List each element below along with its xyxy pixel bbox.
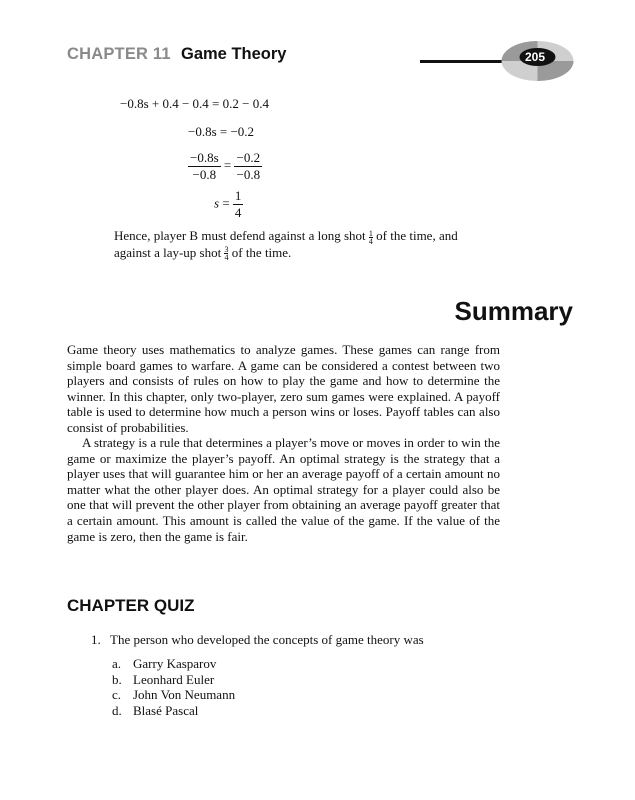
option-letter: b. [112,672,122,687]
conclusion-part4: of the time. [231,244,292,260]
eq3-right-den: −0.8 [236,167,261,182]
frac1-den: 4 [368,236,373,246]
eq4-fraction [233,188,244,221]
eq2-rhs: = −0.2 [219,124,255,139]
summary-paragraph-1: Game theory uses mathematics to analyze games. These games can range from simple board games to warfare. A game can be considered a contest between two players and consists of rules on how to play the game and how to determine the winner. In this chapter, only two-player, zero sum games were explained. A payoff table is used to determine how much a person wins or loses. Payoff tables can also consist of probabilities. [67,342,500,435]
question-text: The person who developed the concepts of game theory was [110,632,424,647]
conclusion-fraction-1 [369,230,373,245]
eq4-equals: = [222,195,230,211]
frac1-num: 1 [368,228,373,238]
eq3-right-num: −0.2 [236,150,261,165]
conclusion-part1: Hence, player B must defend against a long shot [114,228,366,243]
eq4-num: 1 [234,188,242,203]
option-text: Garry Kasparov [133,656,217,671]
equation-line-3 [188,150,262,183]
answer-options [0,656,635,726]
chapter-label: CHAPTER 11 [67,45,171,63]
frac2-num: 3 [224,245,229,255]
option-text: Blasé Pascal [133,703,199,718]
question-number: 1. [91,632,101,647]
eq3-left-num: −0.8s [190,150,219,165]
eq3-left-fraction [188,150,221,183]
page-number: 205 [524,50,546,64]
eq2-lhs: −0.8s [188,124,217,139]
conclusion-part2: of the time, and [376,228,458,243]
option-letter: c. [112,687,122,702]
chapter-title: Game Theory [181,45,287,63]
quiz-heading: CHAPTER QUIZ [67,596,195,615]
equation-line-1: −0.8s + 0.4 − 0.4 = 0.2 − 0.4 [120,96,269,111]
option-letter: d. [112,703,122,718]
conclusion-paragraph [114,228,504,261]
equation-line-4 [214,188,243,221]
summary-paragraph-2: A strategy is a rule that determines a player’s move or moves in order to win the game or maximize the player’s payoff. An optimal strategy is the strategy that a player uses that will guarantee him or her an average payoff of a certain amount no matter what the other player does. An optimal strategy for a player could also be one that will prevent the other player from obtaining an average payoff greater that a certain amount. This amount is called the value of the game. If the value of the game is zero, then the game is fair. [67,435,500,544]
option-text: John Von Neumann [133,687,236,702]
eq4-var: s [214,195,220,211]
eq3-equals: = [223,157,232,173]
frac2-den: 4 [224,253,229,263]
eq3-left-den: −0.8 [188,166,221,183]
option-letter: a. [112,656,122,671]
conclusion-part3: against a lay-up shot [114,244,222,260]
conclusion-fraction-2 [224,246,228,261]
option-text: Leonhard Euler [133,672,215,687]
equation-line-2 [188,124,254,140]
eq4-den: 4 [234,205,242,220]
eq3-right-fraction [234,150,262,183]
summary-heading: Summary [454,296,573,326]
